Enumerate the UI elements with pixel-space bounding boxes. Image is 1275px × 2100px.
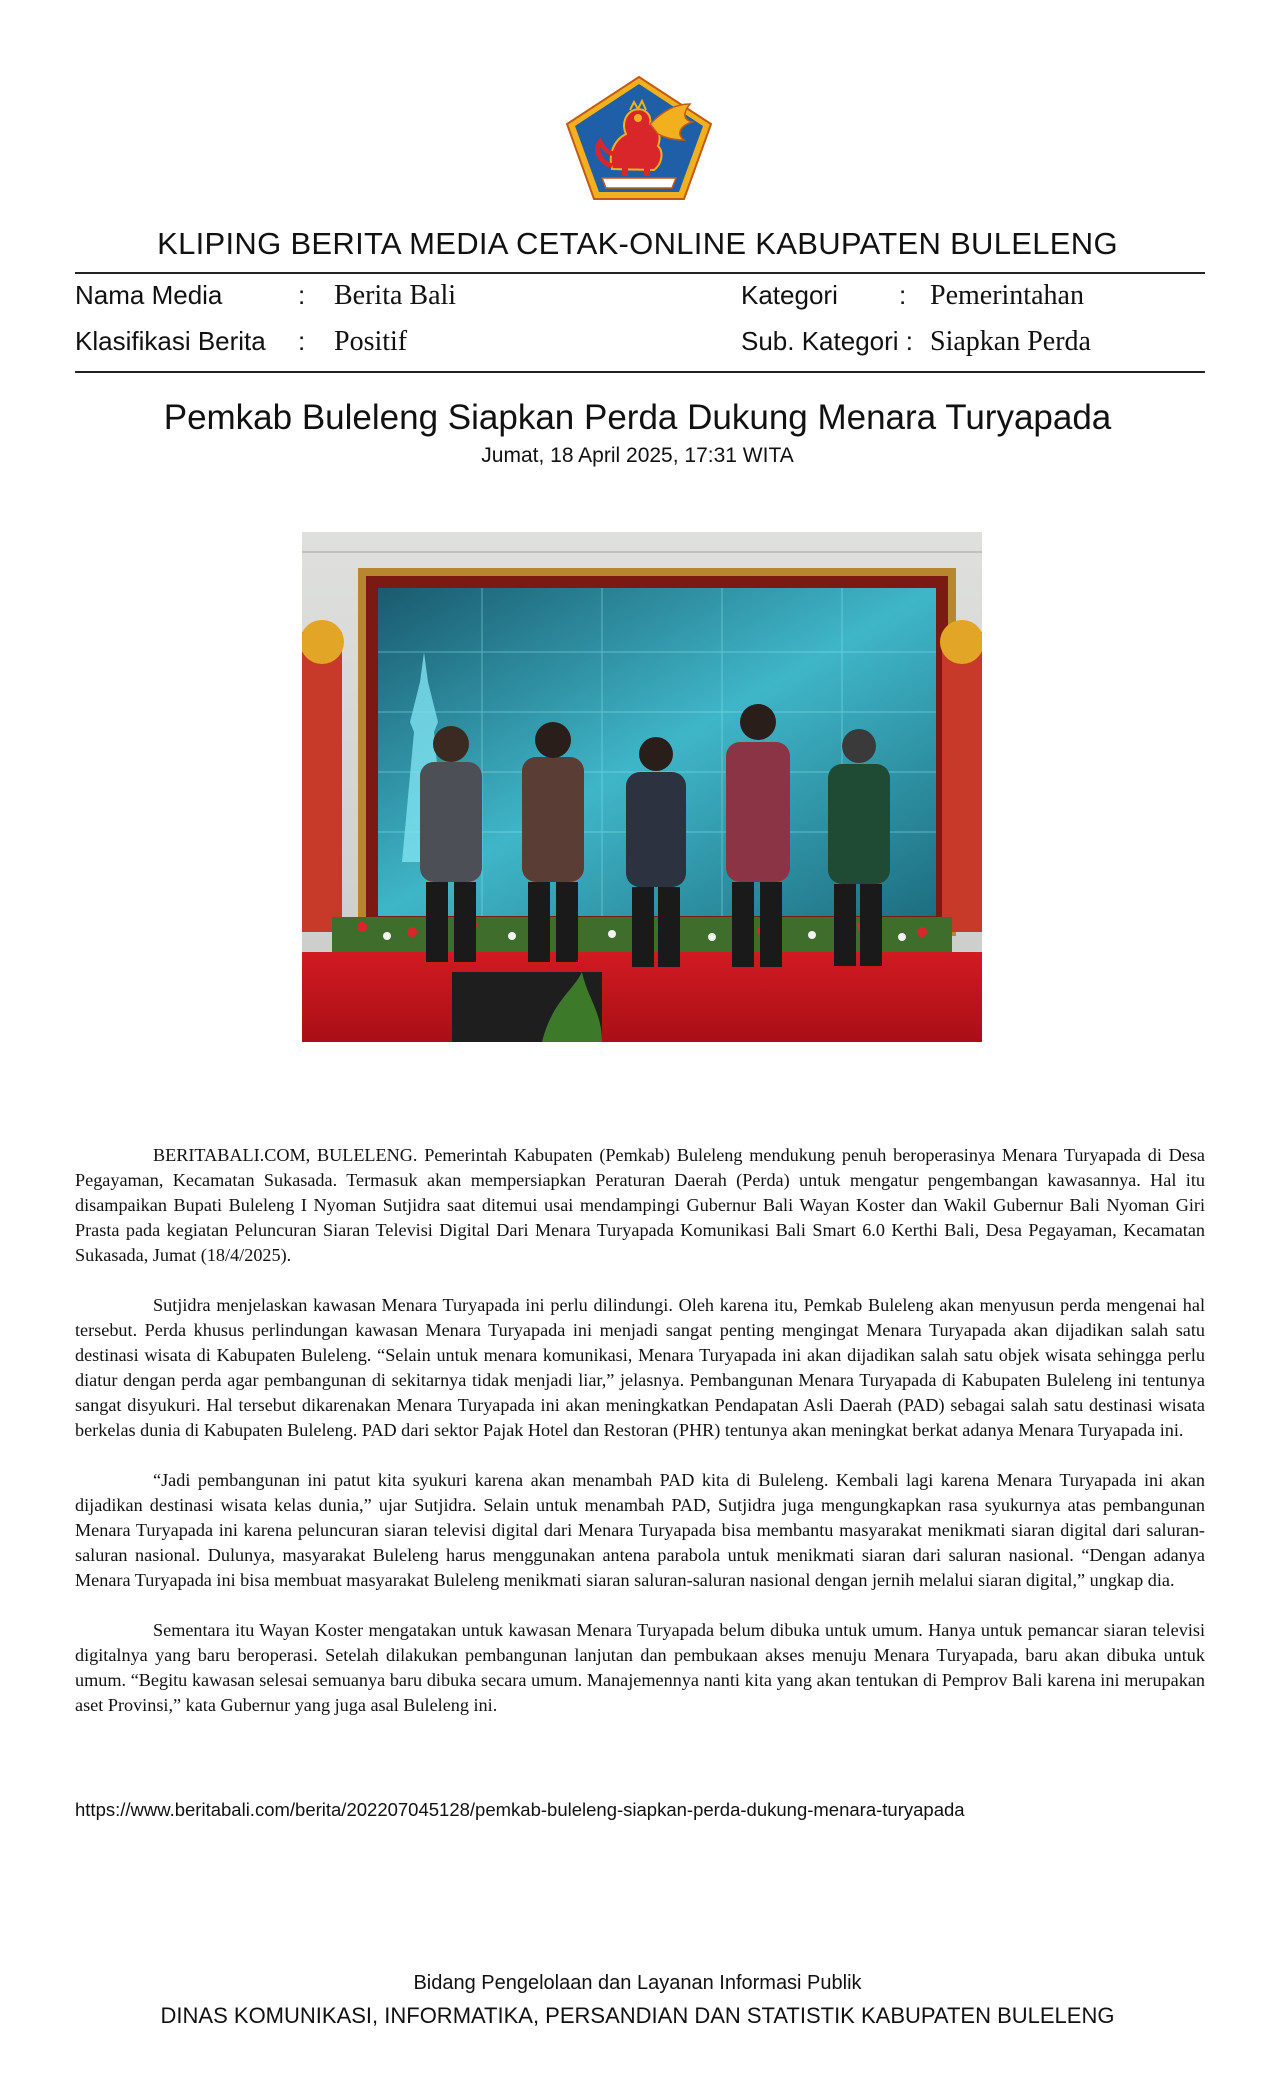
footer-agency: DINAS KOMUNIKASI, INFORMATIKA, PERSANDIAN DAN STATISTIK KABUPATEN BULELENG bbox=[160, 2003, 1115, 2028]
footer-division: Bidang Pengelolaan dan Layanan Informasi Publik bbox=[413, 1972, 862, 1994]
clipping-header-title: KLIPING BERITA MEDIA CETAK-ONLINE KABUPATEN BULELENG bbox=[157, 226, 1118, 261]
article-paragraph-1: BERITABALI.COM, BULELENG. Pemerintah Kabupaten (Pemkab) Buleleng mendukung penuh beroperasinya Menara Turyapada di Desa Pegayaman, Kecamatan Sukasada. Termasuk akan mempersiapkan Peraturan Daerah (Perda) untuk mengatur pengembangan kawasannya. Hal itu disampaikan Bupati Buleleng I Nyoman Sutjidra saat ditemui usai mendampingi Gubernur Bali Wayan Koster dan Wakil Gubernur Bali Nyoman Giri Prasta pada kegiatan Peluncuran Siaran Televisi Digital Dari Menara Turyapada Komunikasi Bali Smart 6.0 Kerthi Bali, Desa Pegayaman, Kecamatan Sukasada, Jumat (18/4/2025). bbox=[75, 1145, 1205, 1265]
klasifikasi-value: Positif bbox=[334, 326, 408, 357]
kategori-colon: : bbox=[899, 280, 907, 310]
article-body bbox=[75, 1143, 1205, 1743]
kategori-value: Pemerintahan bbox=[930, 280, 1084, 311]
sub-kategori-label: Sub. Kategori : bbox=[741, 326, 913, 356]
article-paragraph-3: “Jadi pembangunan ini patut kita syukuri karena akan menambah PAD kita di Buleleng. Kembali lagi karena Menara Turyapada ini akan dijadikan destinasi wisata kelas dunia,” ujar Sutjidra. Selain untuk menambah PAD, Sutjidra juga mengungkapkan rasa syukurnya atas pembangunan Menara Turyapada ini karena peluncuran siaran televisi digital dari Menara Turyapada bisa membantu masyarakat menikmati siaran digital dari saluran-saluran nasional. Dulunya, masyarakat Buleleng harus menggunakan antena parabola untuk menikmati siaran dari saluran nasional. “Dengan adanya Menara Turyapada ini bisa membuat masyarakat Buleleng menikmati siaran saluran-saluran nasional dengan jernih melalui siaran digital,” ungkap dia. bbox=[75, 1470, 1205, 1590]
klasifikasi-label: Klasifikasi Berita bbox=[75, 326, 266, 356]
article-date: Jumat, 18 April 2025, 17:31 WITA bbox=[481, 444, 794, 467]
nama-media-label: Nama Media bbox=[75, 280, 223, 310]
meta-row-media bbox=[75, 280, 1205, 316]
nama-media-value: Berita Bali bbox=[334, 280, 457, 311]
launch-ceremony-photo-icon bbox=[302, 532, 982, 1042]
article-paragraph-4: Sementara itu Wayan Koster mengatakan untuk kawasan Menara Turyapada belum dibuka untuk umum. Hanya untuk pemancar siaran televisi digitalnya yang baru beroperasi. Setelah dilakukan pembangunan lanjutan dan pembukaan akses menuju Menara Turyapada, baru akan dibuka untuk umum. “Begitu kawasan selesai semuanya baru dibuka secara umum. Manajemennya nanti kita yang akan tentukan di Pemprov Bali karena ini merupakan aset Provinsi,” kata Gubernur yang juga asal Buleleng ini. bbox=[75, 1620, 1205, 1715]
source-url-link[interactable]: https://www.beritabali.com/berita/202207045128/pemkab-buleleng-siapkan-perda-dukung-menara-turyapada bbox=[75, 1799, 965, 1820]
header-bottom-rule bbox=[75, 371, 1205, 373]
nama-media-colon: : bbox=[298, 280, 306, 310]
kategori-label: Kategori bbox=[741, 280, 838, 310]
klasifikasi-colon: : bbox=[298, 326, 306, 356]
buleleng-emblem-logo bbox=[564, 74, 714, 202]
article-paragraph-2: Sutjidra menjelaskan kawasan Menara Turyapada ini perlu dilindungi. Oleh karena itu, Pemkab Buleleng akan menyusun perda mengenai hal tersebut. Perda khusus perlindungan kawasan Menara Turyapada ini menjadi sangat penting mengingat Menara Turyapada akan dijadikan salah satu destinasi wisata di Kabupaten Buleleng. “Selain untuk menara komunikasi, Menara Turyapada ini akan dijadikan salah satu objek wisata sehingga perlu diatur dengan perda agar pembangunan di sekitarnya tidak menjadi liar,” jelasnya. Pembangunan Menara Turyapada di Kabupaten Buleleng ini tentunya sangat disyukuri. Hal tersebut dikarenakan Menara Turyapada ini akan meningkatkan Pendapatan Asli Daerah (PAD) sebagai salah satu destinasi wisata berkelas dunia di Kabupaten Buleleng. PAD dari sektor Pajak Hotel dan Restoran (PHR) tentunya akan meningkat berkat adanya Menara Turyapada ini. bbox=[75, 1295, 1205, 1440]
meta-row-klasifikasi bbox=[75, 326, 1205, 362]
header-top-rule bbox=[75, 272, 1205, 274]
article-title: Pemkab Buleleng Siapkan Perda Dukung Menara Turyapada bbox=[163, 398, 1112, 437]
sub-kategori-value: Siapkan Perda bbox=[930, 326, 1091, 357]
singa-ambara-raja-icon bbox=[564, 74, 714, 202]
article-photo bbox=[302, 532, 982, 1042]
